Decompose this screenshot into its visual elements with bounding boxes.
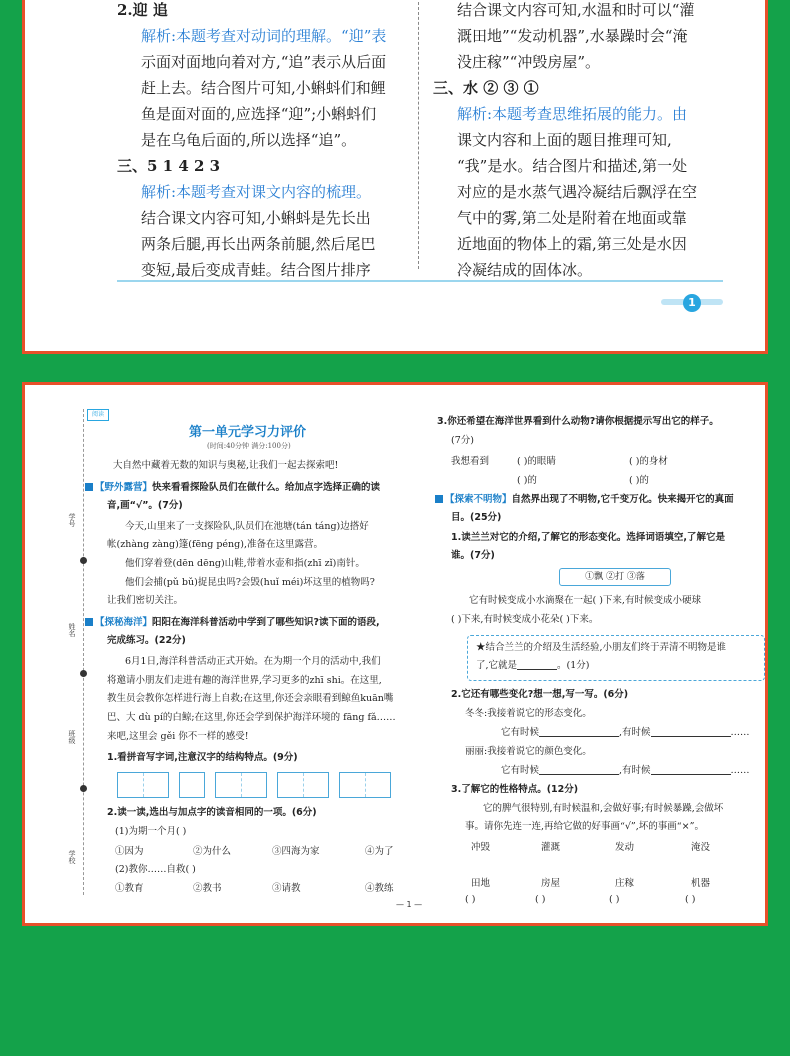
worksheet-panel — [22, 382, 768, 926]
speaker-line: 丽丽:我接着说它的颜色变化。 — [465, 746, 592, 757]
answer-key-panel — [22, 0, 768, 354]
fill-blank[interactable]: ( )的 — [629, 475, 649, 486]
writing-grid[interactable] — [117, 772, 169, 798]
passage-line: 它的脾气很特别,有时候温和,会做好事;有时候暴躁,会做坏 — [483, 803, 724, 814]
section-header: 【探秘海洋】阳阳在海洋科普活动中学到了哪些知识?读下面的语段, — [85, 616, 380, 630]
match-word[interactable]: 田地 — [471, 878, 491, 889]
writing-grid[interactable] — [277, 772, 329, 798]
page-number: 1 — [683, 294, 701, 312]
match-word[interactable]: 机器 — [691, 878, 711, 889]
answer-line: 解析:本题考查对动词的理解。“迎”表 — [141, 27, 387, 45]
writing-grid[interactable] — [215, 772, 267, 798]
passage-line: 今天,山里来了一支探险队,队员们在池塘(tán táng)边搭好 — [125, 521, 369, 532]
option-choice[interactable]: ③四海为家 — [272, 846, 320, 857]
match-word[interactable]: 庄稼 — [615, 878, 635, 889]
answer-blank[interactable] — [517, 659, 557, 670]
question: 2.它还有哪些变化?想一想,写一写。(6分) — [451, 689, 629, 700]
binding-hole — [80, 557, 87, 564]
passage-line: 他们穿着登(dēn dēng)山鞋,带着水壶和指(zhī zǐ)南针。 — [125, 558, 365, 569]
answer-column-left — [117, 0, 405, 283]
answer-line: 解析:本题考查思维拓展的能力。由 — [457, 105, 688, 123]
answer-blank[interactable] — [539, 726, 619, 737]
sub-question: (1)为期一个月( ) — [115, 826, 187, 837]
fill-line: 我想看到 — [451, 456, 490, 467]
passage-line: 帐(zhàng zàng)篷(fēng péng),准备在这里露营。 — [107, 539, 323, 550]
answer-line: 课文内容和上面的题目推理可知, — [457, 131, 672, 149]
answer-line: 溉田地”“发动机器”,水暴躁时会“淹 — [457, 27, 688, 45]
question: 1.看拼音写字词,注意汉字的结构特点。(9分) — [107, 752, 298, 763]
option-choice[interactable]: ②教书 — [193, 883, 222, 894]
option-choice[interactable]: ④教练 — [365, 883, 394, 894]
writing-grid[interactable] — [179, 772, 205, 798]
mark-blank[interactable]: ( ) — [465, 894, 476, 905]
option-choice[interactable]: ②为什么 — [193, 846, 232, 857]
question: 1.读兰兰对它的介绍,了解它的形态变化。选择词语填空,了解它是 — [451, 532, 725, 543]
binding-hole — [80, 785, 87, 792]
binding-hole — [80, 670, 87, 677]
answer-line: 解析:本题考查对课文内容的梳理。 — [141, 183, 372, 201]
match-word[interactable]: 灌溉 — [541, 842, 561, 853]
writing-grid[interactable] — [339, 772, 391, 798]
answer-blank[interactable] — [539, 764, 619, 775]
answer-line: 近地面的物体上的霜,第三处是水因 — [457, 235, 687, 253]
passage-line: ( )下来,有时候变成小花朵( )下来。 — [451, 614, 599, 625]
tip-box — [467, 635, 765, 681]
answer-line: 赶上去。结合图片可知,小蝌蚪们和鲤 — [141, 79, 386, 97]
answer-line: 两条后腿,再长出两条前腿,然后尾巴 — [141, 235, 376, 253]
answer-line: 示面对面地向着对方,“追”表示从后面 — [141, 53, 387, 71]
student-id-label: 学号 — [68, 513, 76, 527]
question: 3.你还希望在海洋世界看到什么动物?请你根据提示写出它的样子。 — [437, 416, 719, 427]
option-choice[interactable]: ①教育 — [115, 883, 144, 894]
match-word[interactable]: 淹没 — [691, 842, 711, 853]
question: 2.读一读,选出与加点字的读音相同的一项。(6分) — [107, 807, 317, 818]
column-divider — [418, 0, 419, 269]
answer-line: 冷凝结成的固体冰。 — [457, 261, 593, 279]
mark-blank[interactable]: ( ) — [685, 894, 696, 905]
passage-line: 事。请你先连一连,再给它做的好事画“√”,坏的事画“×”。 — [465, 821, 704, 832]
answer-line: 没庄稼”“冲毁房屋”。 — [457, 53, 601, 71]
time-score-info: (时间:40分钟 满分:100分) — [207, 442, 291, 450]
page-title: 第一单元学习力评价 — [189, 425, 307, 440]
divider-line — [117, 280, 723, 282]
sub-question: (2)教你……自救( ) — [115, 864, 196, 875]
answer-line: 结合课文内容可知,水温和时可以“灌 — [457, 1, 695, 19]
answer-line: 结合课文内容可知,小蝌蚪是先长出 — [141, 209, 371, 227]
passage-line: 让我们密切关注。 — [107, 595, 184, 606]
fill-blank[interactable]: ( )的 — [517, 475, 537, 486]
section-header: 【探索不明物】自然界出现了不明物,它千变万化。快来揭开它的真面 — [435, 493, 734, 507]
passage-line: 他们会捕(pǔ bǔ)捉昆虫吗?会毁(huǐ méi)坏这里的植物吗? — [125, 577, 375, 588]
match-word[interactable]: 冲毁 — [471, 842, 491, 853]
answer-line: 变短,最后变成青蛙。结合图片排序 — [141, 261, 371, 279]
section-header-cont: 完成练习。(22分) — [107, 635, 186, 646]
fill-line: 它有时候 ,有时候 …… — [501, 727, 750, 738]
answer-line: 三、5 1 4 2 3 — [117, 157, 221, 175]
fill-blank[interactable]: ( )的眼睛 — [517, 456, 556, 467]
match-word[interactable]: 发动 — [615, 842, 635, 853]
section-header-cont: 音,画“√”。(7分) — [107, 500, 183, 511]
question-cont: 谁。(7分) — [451, 550, 495, 561]
option-choice[interactable]: ③请教 — [272, 883, 301, 894]
option-choice[interactable]: ④为了 — [365, 846, 394, 857]
passage-line: 教生员会教你怎样进行海上自救;在这里,你还会亲眼看到鲸鱼kuān嘴 — [107, 693, 394, 704]
answer-line: 三、水 ② ③ ① — [433, 79, 539, 97]
answer-line: 对应的是水蒸气遇冷凝结后飘浮在空 — [457, 183, 698, 201]
page-number: — 1 — — [396, 900, 423, 909]
answer-line: 2.迎 追 — [117, 1, 168, 19]
section-header: 【野外露营】快来看看探险队员们在做什么。给加点字选择正确的读 — [85, 481, 380, 495]
question: 3.了解它的性格特点。(12分) — [451, 784, 579, 795]
mark-blank[interactable]: ( ) — [609, 894, 620, 905]
binding-line — [83, 409, 84, 895]
answer-line: 鱼是面对面的,应选择“迎”;小蝌蚪们 — [141, 105, 377, 123]
passage-line: 巴、大 dù pí的白鲸;在这里,你还会学到保护海洋环境的 fāng fǎ…… — [107, 712, 396, 723]
answer-line: 气中的雾,第二处是附着在地面或靠 — [457, 209, 687, 227]
fill-line: 它有时候 ,有时候 …… — [501, 765, 750, 776]
passage-line: 将邀请小朋友们走进有趣的海洋世界,学习更多的zhī shi。在这里, — [107, 675, 382, 686]
school-label: 学校 — [68, 850, 76, 864]
fill-blank[interactable]: ( )的身材 — [629, 456, 668, 467]
name-label: 姓名 — [68, 623, 76, 637]
answer-line: “我”是水。结合图片和描述,第一处 — [457, 157, 688, 175]
match-word[interactable]: 房屋 — [541, 878, 561, 889]
tip-text: ★结合兰兰的介绍及生活经验,小朋友们终于弄清不明物是谁 — [476, 642, 727, 653]
answer-column-right — [433, 0, 725, 283]
class-label: 班级 — [68, 730, 76, 744]
word-choice-box: ①飘 ②打 ③落 — [559, 568, 671, 586]
passage-line: 6月1日,海洋科普活动正式开始。在为期一个月的活动中,我们 — [125, 656, 381, 667]
mark-blank[interactable]: ( ) — [535, 894, 546, 905]
corner-tag: 阅读 — [87, 409, 109, 421]
passage-line: 它有时候变成小水滴聚在一起( )下来,有时候变成小硬球 — [469, 595, 701, 606]
section-header-cont: 目。(25分) — [451, 512, 502, 523]
answer-blank[interactable] — [651, 764, 731, 775]
passage-line: 来吧,这里会 gěi 你不一样的感受! — [107, 731, 249, 742]
speaker-line: 冬冬:我接着说它的形态变化。 — [465, 708, 592, 719]
page-number-badge — [661, 294, 723, 310]
intro-text: 大自然中藏着无数的知识与奥秘,让我们一起去探索吧! — [113, 460, 339, 471]
option-choice[interactable]: ①因为 — [115, 846, 144, 857]
score-note: (7分) — [451, 435, 474, 446]
answer-blank[interactable] — [651, 726, 731, 737]
tip-text: 了,它就是 。(1分) — [476, 660, 590, 671]
answer-line: 是在乌龟后面的,所以选择“追”。 — [141, 131, 357, 149]
